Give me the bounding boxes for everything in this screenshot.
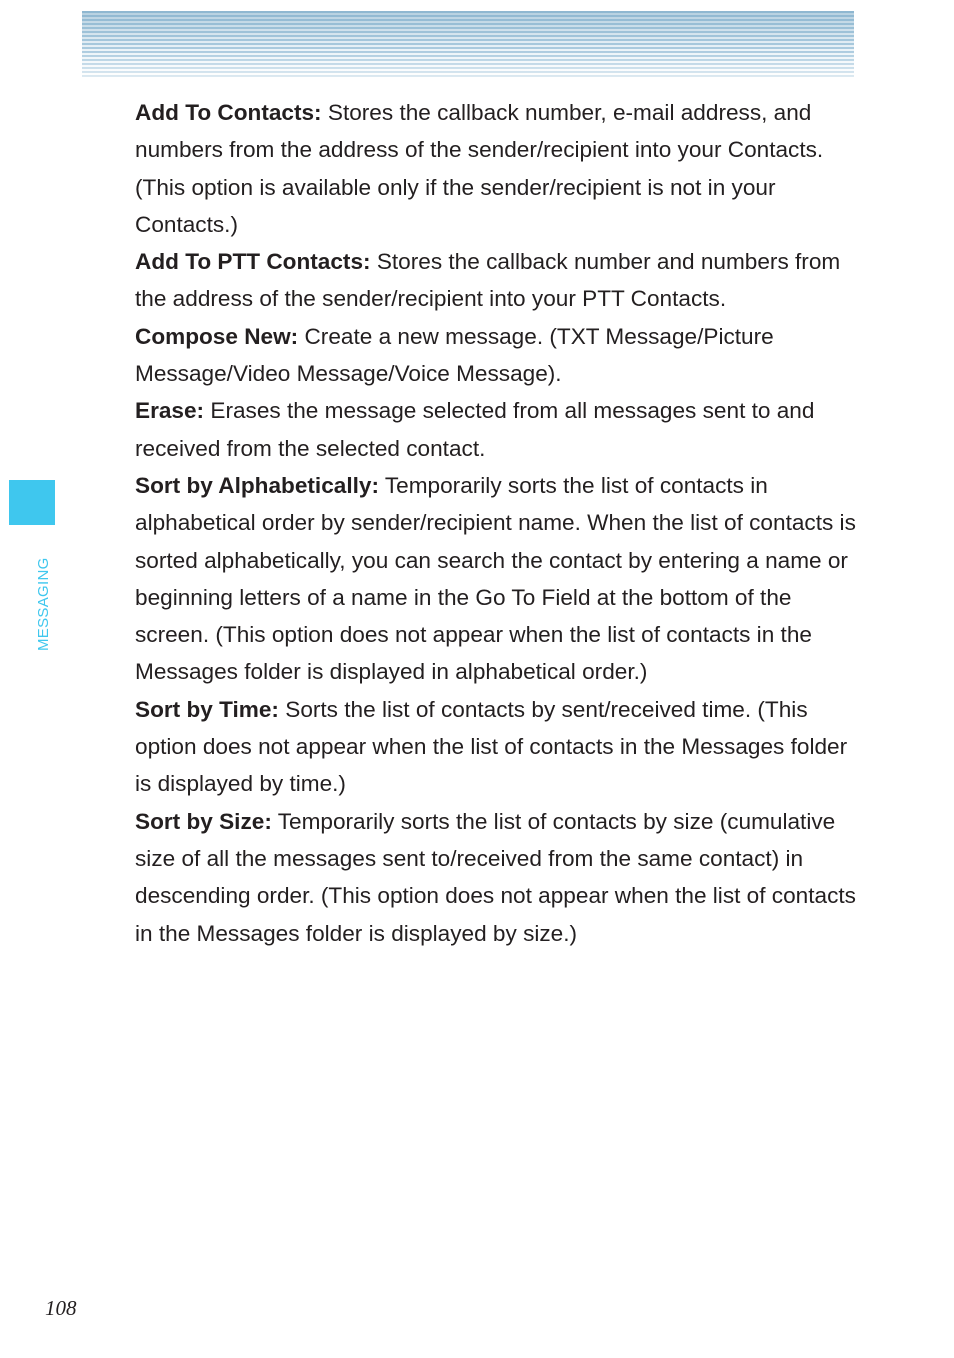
section-tab-marker xyxy=(9,480,55,525)
page-number: 108 xyxy=(45,1296,77,1320)
option-add-to-contacts xyxy=(135,94,857,243)
option-description: Stores the callback number and numbers from the address of the sender/recipient into your PTT Contacts. xyxy=(135,249,841,312)
option-term: Compose New: xyxy=(135,323,299,349)
option-erase xyxy=(135,392,857,467)
option-description: Erases the message selected from all messages sent to and received from the selected contact. xyxy=(135,398,815,461)
option-description: Temporarily sorts the list of contacts by size (cumulative size of all the messages sent to/received from the same contact) in descending order. (This option does not appear when the list of contacts in the Messages folder is displayed by size.) xyxy=(135,808,856,946)
option-description: Sorts the list of contacts by sent/received time. (This option does not appear when the list of contacts in the Messages folder is displayed by time.) xyxy=(135,696,848,797)
option-term: Sort by Size: xyxy=(135,808,272,834)
option-description: Create a new message. (TXT Message/Picture Message/Video Message/Voice Message). xyxy=(135,323,774,387)
option-sort-by-time xyxy=(135,691,857,803)
option-term: Sort by Alphabetically: xyxy=(135,472,379,498)
option-term: Sort by Time: xyxy=(135,696,279,722)
option-term: Add To PTT Contacts: xyxy=(135,249,371,275)
option-sort-by-alphabetically xyxy=(135,467,857,691)
section-label: MESSAGING xyxy=(35,557,52,651)
option-description: Stores the callback number, e-mail address, and numbers from the address of the sender/recipient into your Contacts. (This option is available only if the sender/recipient is not in your Contacts.) xyxy=(135,100,824,237)
option-sort-by-size xyxy=(135,803,857,952)
header-decoration-band xyxy=(82,11,854,77)
option-term: Erase: xyxy=(135,398,205,424)
option-list xyxy=(135,94,857,952)
option-add-to-ptt-contacts xyxy=(135,243,857,318)
option-compose-new xyxy=(135,318,857,393)
option-description: Temporarily sorts the list of contacts in alphabetical order by sender/recipient name. When the list of contacts is sorted alphabetically, you can search the contact by entering a name or beginning letters of a name in the Go To Field at the bottom of the screen. (This option does not appear when the list of contacts in the Messages folder is displayed in alphabetical order.) xyxy=(135,472,856,685)
option-term: Add To Contacts: xyxy=(135,100,322,125)
